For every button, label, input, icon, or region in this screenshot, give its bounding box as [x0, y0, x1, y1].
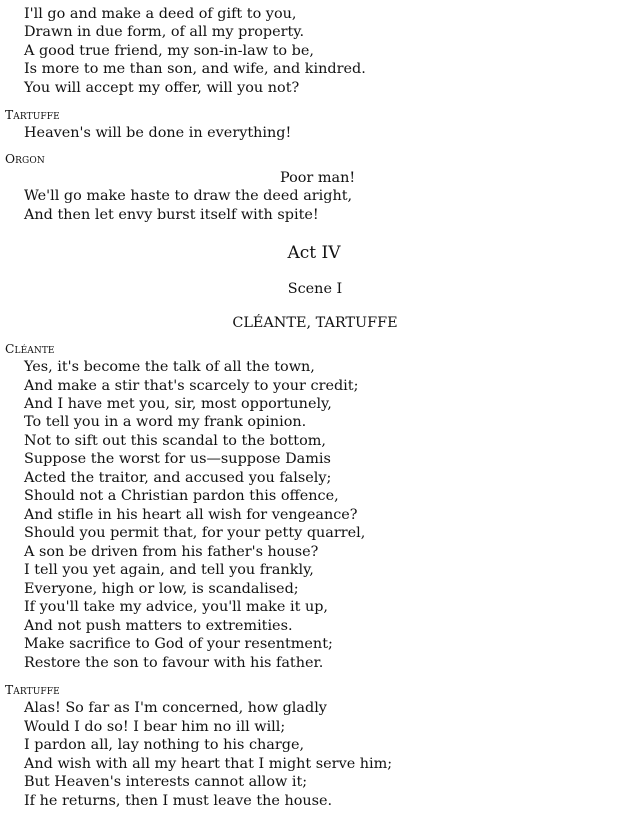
- verse-line: Yes, it's become the talk of all the town,: [24, 359, 315, 375]
- verse-line: I tell you yet again, and tell you frankly,: [24, 562, 314, 578]
- verse-line: Everyone, high or low, is scandalised;: [24, 581, 299, 597]
- verse-line: Not to sift out this scandal to the bottom,: [24, 433, 326, 449]
- verse-line: You will accept my offer, will you not?: [24, 80, 300, 96]
- verse-line: And I have met you, sir, most opportunely,: [24, 396, 332, 412]
- verse-line: And wish with all my heart that I might serve him;: [24, 756, 393, 772]
- verse-line: We'll go make haste to draw the deed aright,: [24, 188, 353, 204]
- verse-line: Drawn in due form, of all my property.: [24, 24, 305, 40]
- verse-line: If he returns, then I must leave the house.: [24, 793, 333, 809]
- verse-line: Would I do so! I bear him no ill will;: [24, 719, 286, 735]
- verse-line: I pardon all, lay nothing to his charge,: [24, 737, 305, 753]
- verse-half-line: Poor man!: [280, 170, 356, 186]
- verse-line: To tell you in a word my frank opinion.: [24, 414, 307, 430]
- verse-line: A good true friend, my son-in-law to be,: [24, 43, 314, 59]
- scene-heading: Scene I: [287, 281, 343, 297]
- verse-line: I'll go and make a deed of gift to you,: [24, 6, 297, 22]
- verse-line: If you'll take my advice, you'll make it up,: [24, 599, 329, 615]
- verse-line: And make a stir that's scarcely to your credit;: [24, 378, 359, 394]
- verse-line: A son be driven from his father's house?: [24, 544, 319, 560]
- verse-line: And not push matters to extremities.: [24, 618, 293, 634]
- verse-line: Restore the son to favour with his father.: [24, 655, 324, 671]
- verse-line: Alas! So far as I'm concerned, how gladly: [24, 700, 327, 716]
- verse-line: Suppose the worst for us—suppose Damis: [24, 451, 331, 467]
- scene-cast: CLÉANTE, TARTUFFE: [232, 315, 398, 331]
- verse-line: Should not a Christian pardon this offence,: [24, 488, 339, 504]
- speaker-name: Tartuffe: [5, 108, 60, 122]
- speaker-name: Orgon: [5, 152, 45, 166]
- verse-line: Make sacrifice to God of your resentment;: [24, 636, 333, 652]
- act-heading: Act IV: [287, 243, 341, 263]
- verse-line: And then let envy burst itself with spite!: [24, 207, 319, 223]
- verse-line: Heaven's will be done in everything!: [24, 125, 292, 141]
- verse-line: And stifle in his heart all wish for vengeance?: [24, 507, 358, 523]
- speaker-name: Cléante: [5, 342, 55, 356]
- verse-line: Should you permit that, for your petty quarrel,: [24, 525, 366, 541]
- verse-line: Is more to me than son, and wife, and kindred.: [24, 61, 366, 77]
- verse-line: Acted the traitor, and accused you falsely;: [24, 470, 332, 486]
- speaker-name: Tartuffe: [5, 683, 60, 697]
- verse-line: But Heaven's interests cannot allow it;: [24, 774, 308, 790]
